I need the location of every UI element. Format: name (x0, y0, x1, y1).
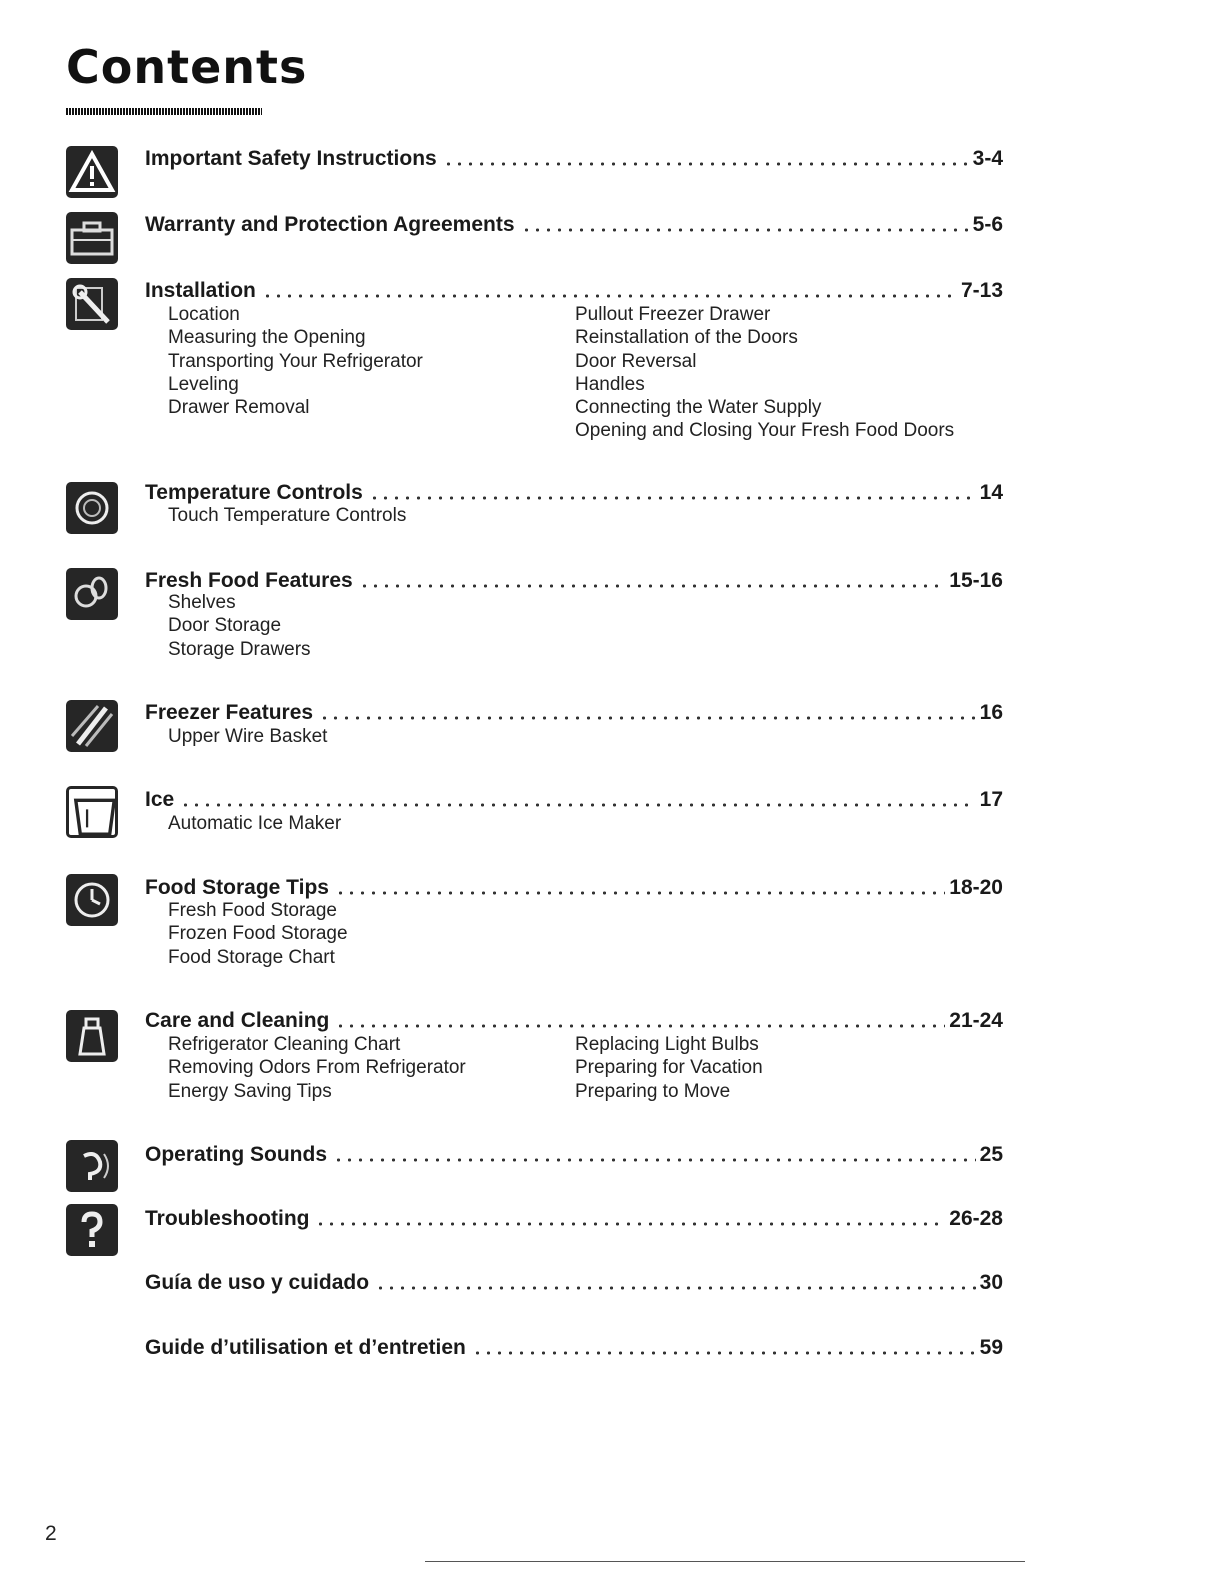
question-icon (66, 1204, 118, 1256)
toc-entry-page: 17 (979, 788, 1003, 811)
dot-leader (443, 162, 969, 166)
warning-icon (66, 146, 118, 198)
subtopic: Leveling (168, 373, 239, 395)
subtopic: Opening and Closing Your Fresh Food Doors (575, 420, 955, 442)
subtopic-list-left (168, 303, 423, 419)
subtopic: Preparing for Vacation (575, 1057, 763, 1079)
toc-entry-page: 25 (979, 1143, 1003, 1166)
subtopic: Storage Drawers (168, 638, 311, 660)
subtopic: Door Storage (168, 615, 282, 637)
dot-leader (375, 1286, 976, 1290)
toc-entry-title: Installation (145, 279, 256, 302)
toc-entry-page: 26-28 (949, 1207, 1003, 1230)
toc-entry-freezer-features[interactable] (145, 699, 1003, 727)
toc-entry-title: Troubleshooting (145, 1207, 310, 1230)
subtopic: Automatic Ice Maker (168, 813, 342, 834)
dot-leader (262, 294, 957, 298)
toc-entry-spanish-guide[interactable] (145, 1269, 1003, 1297)
subtopic: Reinstallation of the Doors (575, 327, 798, 349)
subtopic-list-right (575, 1033, 763, 1103)
toc-entry-title: Guía de uso y cuidado (145, 1271, 370, 1294)
dot-leader (315, 1222, 945, 1226)
toc-entry-page: 14 (979, 481, 1003, 504)
clock-icon (66, 874, 118, 926)
toc-entry-title: Important Safety Instructions (145, 147, 437, 170)
subtopic-list-left (168, 899, 348, 969)
subtopic: Fresh Food Storage (168, 900, 337, 921)
toc-entry-page: 15-16 (949, 569, 1003, 592)
toc-entry-french-guide[interactable] (145, 1334, 1003, 1362)
dot-leader (472, 1351, 976, 1355)
toc-entry-page: 21-24 (949, 1009, 1003, 1032)
subtopic: Transporting Your Refrigerator (168, 350, 423, 372)
page-title: Contents (66, 40, 308, 94)
spray-bottle-icon (66, 1010, 118, 1062)
toolbox-icon (66, 212, 118, 264)
toc-entry-operating-sounds[interactable] (145, 1141, 1003, 1169)
toc-entry-page: 59 (979, 1336, 1003, 1359)
toc-entry-title: Operating Sounds (145, 1143, 328, 1166)
subtopic: Food Storage Chart (168, 946, 335, 968)
subtopic: Handles (575, 373, 645, 395)
subtopic-list-left (168, 1033, 466, 1103)
subtopic: Touch Temperature Controls (168, 505, 407, 526)
dot-leader (521, 228, 969, 232)
subtopic: Replacing Light Bulbs (575, 1034, 759, 1055)
subtopic: Upper Wire Basket (168, 726, 328, 747)
dot-leader (359, 584, 946, 588)
dot-leader (319, 716, 976, 720)
subtopic-list-left (168, 812, 341, 835)
subtopic: Measuring the Opening (168, 327, 366, 349)
subtopic: Frozen Food Storage (168, 923, 348, 945)
subtopic-list-right (575, 303, 954, 443)
subtopic: Connecting the Water Supply (575, 397, 822, 419)
toc-entry-page: 7-13 (960, 279, 1003, 302)
produce-icon (66, 568, 118, 620)
toc-entry-page: 5-6 (972, 213, 1003, 236)
freezer-icon (66, 700, 118, 752)
title-underline (66, 108, 262, 115)
toc-entry-title: Ice (145, 788, 175, 811)
toc-entry-page: 18-20 (949, 876, 1003, 899)
toc-entry-installation[interactable] (145, 277, 1003, 305)
dot-leader (335, 891, 945, 895)
dial-icon (66, 482, 118, 534)
toc-entry-troubleshooting[interactable] (145, 1205, 1003, 1233)
toc-entry-warranty[interactable] (145, 211, 1003, 239)
toc-entry-title: Warranty and Protection Agreements (145, 213, 515, 236)
subtopic: Pullout Freezer Drawer (575, 304, 771, 325)
wrench-icon (66, 278, 118, 330)
subtopic: Refrigerator Cleaning Chart (168, 1034, 401, 1055)
toc-entry-title: Guide d’utilisation et d’entretien (145, 1336, 466, 1359)
toc-entry-food-storage-tips[interactable] (145, 874, 1003, 902)
subtopic: Drawer Removal (168, 397, 310, 419)
subtopic: Preparing to Move (575, 1080, 731, 1102)
dot-leader (335, 1024, 945, 1028)
toc-entry-title: Freezer Features (145, 701, 314, 724)
dot-leader (369, 496, 976, 500)
toc-entry-safety[interactable] (145, 145, 1003, 173)
subtopic: Location (168, 304, 240, 325)
subtopic-list-left (168, 504, 406, 527)
subtopic-list-left (168, 725, 327, 748)
sound-icon (66, 1140, 118, 1192)
subtopic-list-left (168, 591, 311, 661)
toc-entry-title: Care and Cleaning (145, 1009, 330, 1032)
page-number: 2 (45, 1522, 57, 1545)
toc-entry-title: Food Storage Tips (145, 876, 329, 899)
subtopic: Shelves (168, 592, 236, 613)
subtopic: Energy Saving Tips (168, 1080, 332, 1102)
dot-leader (180, 803, 975, 807)
toc-entry-temperature-controls[interactable] (145, 479, 1003, 507)
ice-bin-icon (66, 786, 118, 838)
dot-leader (333, 1158, 976, 1162)
toc-entry-page: 3-4 (972, 147, 1003, 170)
toc-entry-ice[interactable] (145, 786, 1003, 814)
subtopic: Removing Odors From Refrigerator (168, 1057, 466, 1079)
toc-entry-title: Temperature Controls (145, 481, 363, 504)
toc-entry-title: Fresh Food Features (145, 569, 353, 592)
subtopic: Door Reversal (575, 350, 697, 372)
bottom-rule (425, 1561, 1025, 1562)
toc-entry-care-and-cleaning[interactable] (145, 1007, 1003, 1035)
toc-entry-page: 30 (979, 1271, 1003, 1294)
toc-entry-page: 16 (979, 701, 1003, 724)
